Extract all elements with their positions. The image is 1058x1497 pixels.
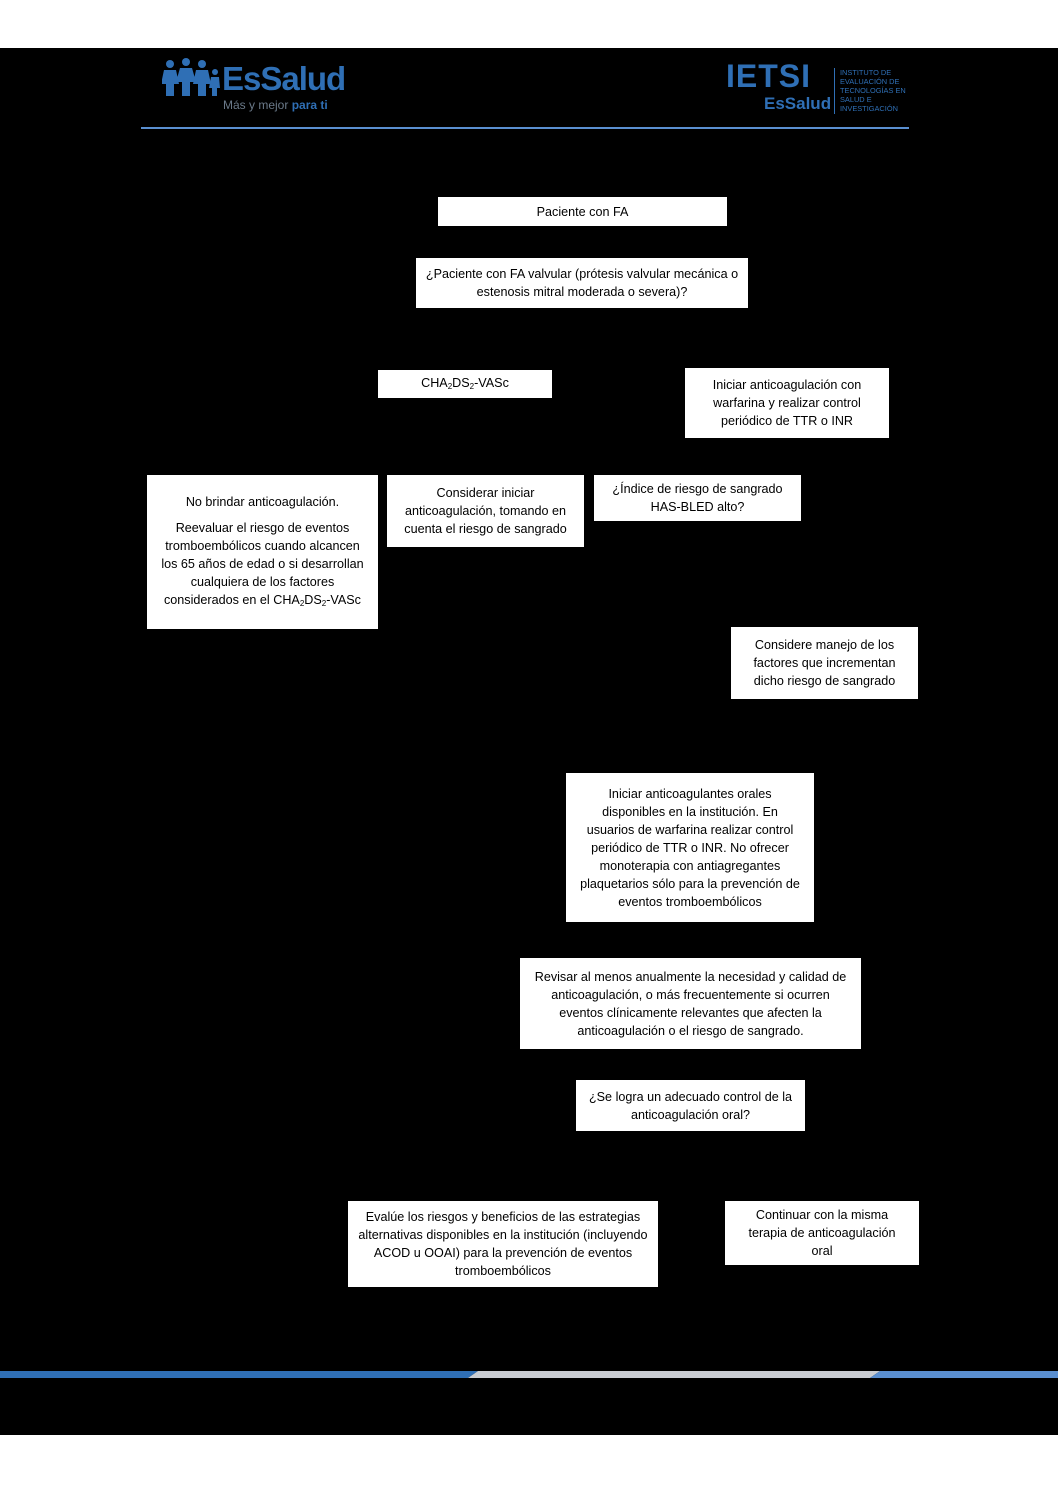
institution-name: INSTITUTO DE EVALUACIÓN DE TECNOLOGÍAS EN SALUD E INVESTIGACIÓN <box>840 68 906 113</box>
brand-name: EsSalud <box>222 60 346 97</box>
box-question-valvular: ¿Paciente con FA valvular (prótesis valvular mecánica o estenosis mitral moderada o severa)? <box>416 258 748 308</box>
ietsi-acronym: IETSI <box>726 58 812 94</box>
header-rule <box>141 127 909 129</box>
family-figures-icon <box>162 58 220 98</box>
logo-divider <box>834 68 835 114</box>
box-start-oral-anticoagulants: Iniciar anticoagulantes orales disponibles en la institución. En usuarios de warfarina realizar control periódico de TTR o INR. No ofrecer monoterapia con antiagregantes plaquetarios sólo para la prevención de eventos tromboembólicos <box>566 773 814 922</box>
box-question-control: ¿Se logra un adecuado control de la anticoagulación oral? <box>576 1080 805 1131</box>
ietsi-logo <box>726 58 916 118</box>
footer-stripe <box>0 1371 1058 1378</box>
box-continue-therapy: Continuar con la misma terapia de anticoagulación oral <box>725 1201 919 1265</box>
brand-tagline: Más y mejor para ti <box>223 98 328 112</box>
box-review-annually: Revisar al menos anualmente la necesidad y calidad de anticoagulación, o más frecuentemente si ocurren eventos clínicamente relevantes que afecten la anticoagulación o el riesgo de sangrado. <box>520 958 861 1049</box>
box-evaluate-alternatives: Evalúe los riesgos y beneficios de las estrategias alternativas disponibles en la institución (incluyendo ACOD u OOAI) para la prevención de eventos tromboembólicos <box>348 1201 658 1287</box>
essalud-logo <box>162 58 346 116</box>
box-start: Paciente con FA <box>438 197 727 226</box>
box-score: $CHA_2DS_2$-VASc <box>378 370 552 398</box>
box-consider-anticoagulation: Considerar iniciar anticoagulación, tomando en cuenta el riesgo de sangrado <box>387 475 584 547</box>
box-question-hasbled: ¿Índice de riesgo de sangrado HAS-BLED alto? <box>594 475 801 521</box>
box-no-anticoagulation: No brindar anticoagulación. Reevaluar el riesgo de eventos tromboembólicos cuando alcancen los 65 años de edad o si desarrollan cualquiera de los factores considerados en el $CHA_2DS_2$-VASc <box>147 475 378 629</box>
box-warfarin: Iniciar anticoagulación con warfarina y realizar control periódico de TTR o INR <box>685 368 889 438</box>
bottom-margin <box>0 1435 1058 1497</box>
box-manage-bleeding: Considere manejo de los factores que incrementan dicho riesgo de sangrado <box>731 627 918 699</box>
ietsi-sub: EsSalud <box>764 94 832 113</box>
